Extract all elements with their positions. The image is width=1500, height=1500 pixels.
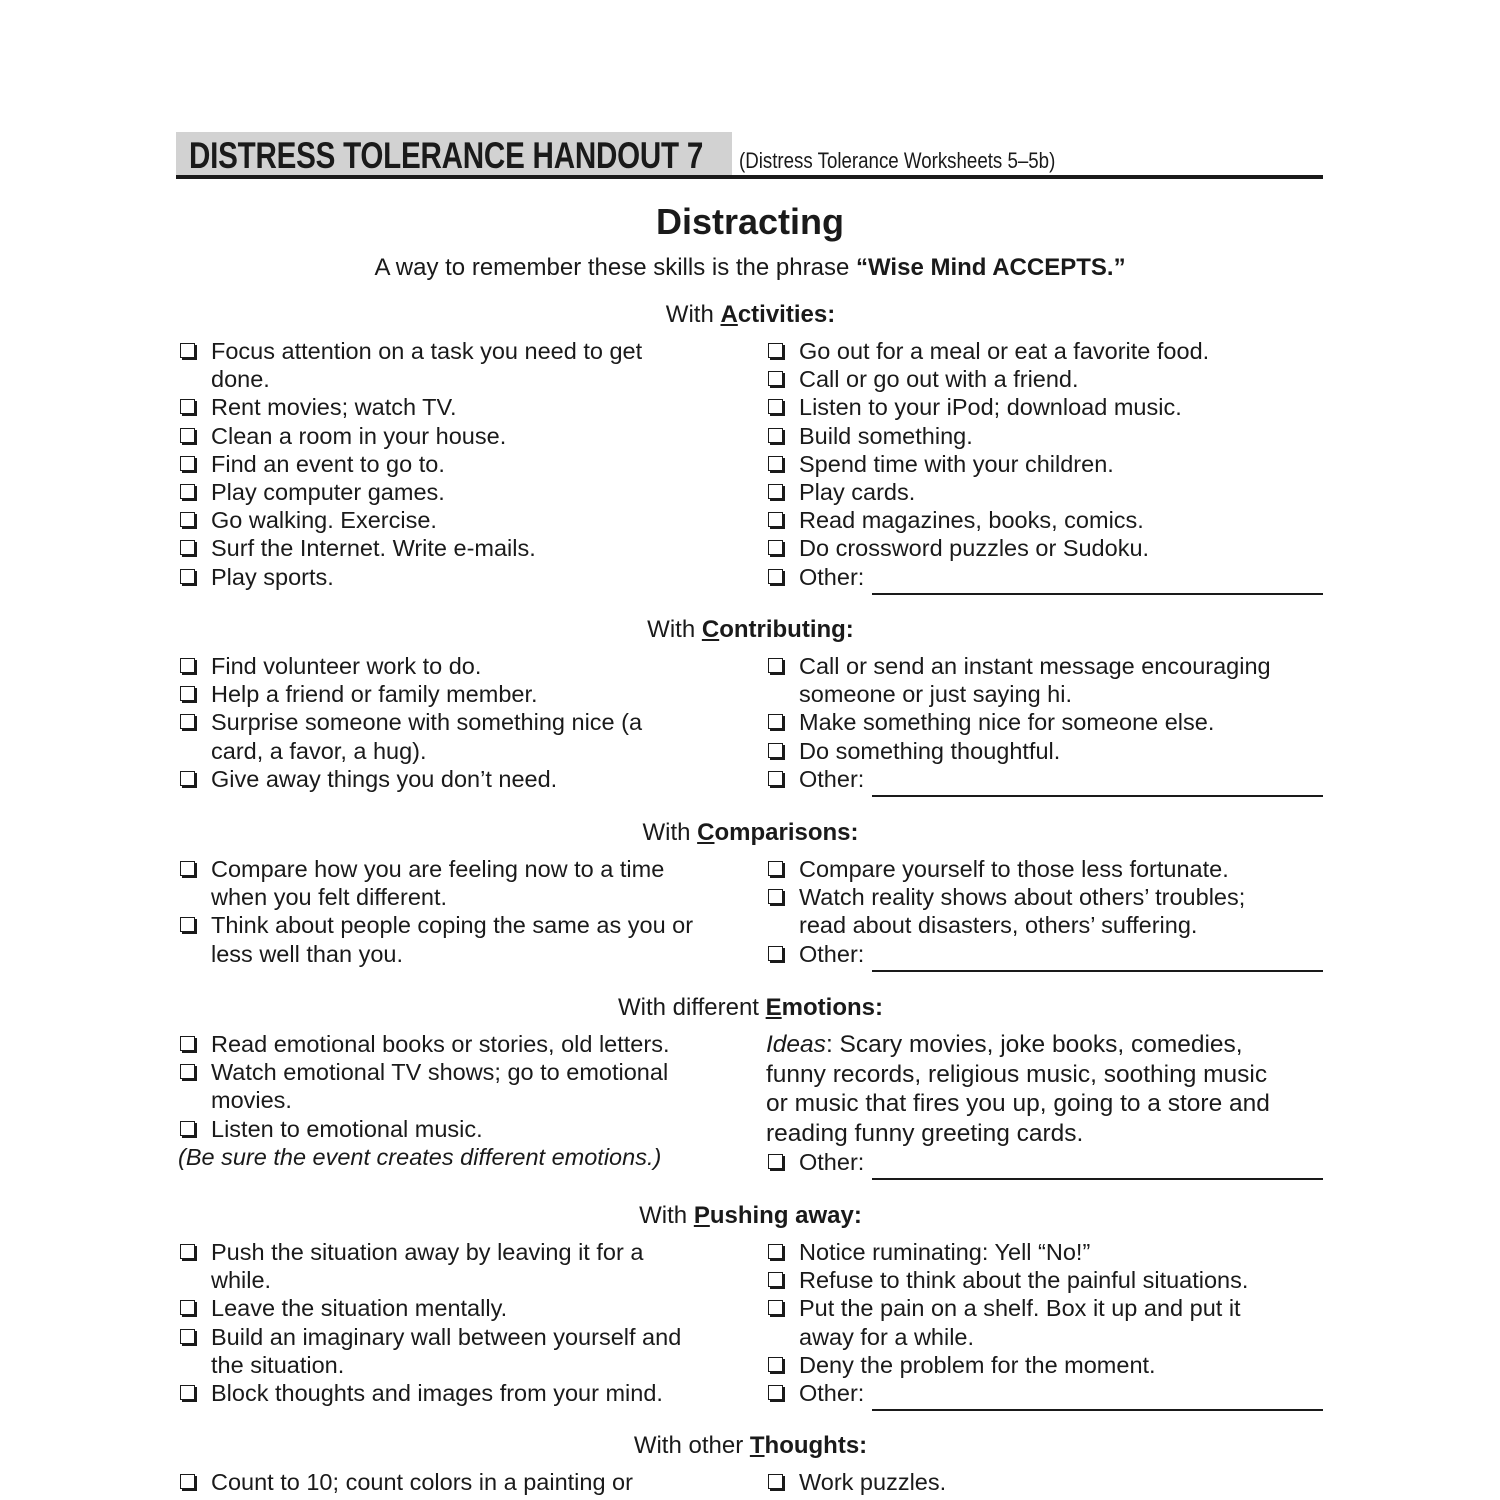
- item-text: Deny the problem for the moment.: [799, 1351, 1156, 1378]
- checklist-item[interactable]: [178, 422, 748, 450]
- other-label: Other:: [799, 940, 865, 967]
- checkbox-icon[interactable]: [768, 771, 783, 786]
- item-text: Play cards.: [799, 479, 916, 506]
- heading-key-letter: T: [749, 1432, 765, 1459]
- checklist-item[interactable]: [766, 506, 1323, 534]
- checklist-item[interactable]: [178, 1468, 748, 1496]
- subtitle: [0, 254, 1500, 282]
- right-column: [766, 652, 1323, 793]
- checkbox-icon[interactable]: [180, 1385, 195, 1400]
- item-text: Refuse to think about the painful situations.: [799, 1267, 1249, 1294]
- item-text: Think about people coping the same as you or less well than you.: [211, 912, 694, 967]
- checklist-item[interactable]: [766, 422, 1323, 450]
- checklist-item[interactable]: [178, 1238, 748, 1294]
- checkbox-icon[interactable]: [768, 456, 783, 471]
- heading-rest: ctivities:: [737, 301, 836, 328]
- item-text: Watch reality shows about others’ troubles; read about disasters, others’ suffering.: [799, 884, 1246, 939]
- section-heading: [178, 819, 1323, 847]
- left-column: [178, 855, 748, 968]
- item-text: Work puzzles.: [799, 1469, 947, 1495]
- other-field[interactable]: [766, 765, 1323, 793]
- item-text: Spend time with your children.: [799, 450, 1114, 477]
- heading-prefix: With: [639, 1202, 694, 1229]
- checkbox-icon[interactable]: [768, 540, 783, 555]
- checklist-item[interactable]: [766, 365, 1323, 393]
- checklist-item[interactable]: [766, 1468, 1323, 1496]
- handout-title: DISTRESS TOLERANCE HANDOUT 7: [189, 135, 704, 176]
- checkbox-icon[interactable]: [768, 343, 783, 358]
- heading-key-letter: A: [720, 301, 738, 328]
- checkbox-icon[interactable]: [768, 371, 783, 386]
- ideas-label: Ideas: [766, 1031, 826, 1058]
- other-field[interactable]: [766, 563, 1323, 591]
- item-text: Watch emotional TV shows; go to emotional movies.: [211, 1059, 669, 1114]
- checklist-item[interactable]: [766, 883, 1323, 939]
- item-text: Call or send an instant message encouraging someone or just saying hi.: [799, 653, 1271, 708]
- item-text: Leave the situation mentally.: [211, 1295, 508, 1322]
- checkbox-icon[interactable]: [180, 917, 195, 932]
- checklist-item[interactable]: [766, 1294, 1323, 1350]
- checkbox-icon[interactable]: [768, 399, 783, 414]
- checklist-item[interactable]: [178, 563, 748, 591]
- checkbox-icon[interactable]: [768, 946, 783, 961]
- other-field[interactable]: [766, 940, 1323, 968]
- other-write-in-line[interactable]: [872, 950, 1323, 972]
- checkbox-icon[interactable]: [768, 569, 783, 584]
- heading-prefix: With other: [633, 1432, 750, 1459]
- checkbox-icon[interactable]: [180, 399, 195, 414]
- right-column: [766, 1238, 1323, 1407]
- checklist-item[interactable]: [178, 652, 748, 680]
- right-column: [766, 337, 1323, 591]
- item-text: Block thoughts and images from your mind.: [211, 1380, 663, 1407]
- checkbox-icon[interactable]: [180, 484, 195, 499]
- other-field[interactable]: [766, 1379, 1323, 1407]
- item-text: Find volunteer work to do.: [211, 653, 482, 679]
- checkbox-icon[interactable]: [180, 1474, 195, 1489]
- right-column: [766, 855, 1323, 968]
- subtitle-phrase: “Wise Mind ACCEPTS.”: [855, 254, 1126, 281]
- checkbox-icon[interactable]: [768, 1474, 783, 1489]
- checklist-item[interactable]: [766, 393, 1323, 421]
- checklist-item[interactable]: [178, 1115, 748, 1143]
- checkbox-icon[interactable]: [180, 428, 195, 443]
- item-text: Focus attention on a task you need to get done.: [211, 338, 643, 393]
- left-column: [178, 1030, 748, 1171]
- checkbox-icon[interactable]: [180, 1244, 195, 1259]
- checkbox-icon[interactable]: [768, 512, 783, 527]
- checkbox-icon[interactable]: [768, 1300, 783, 1315]
- subtitle-text: A way to remember these skills is the phrase: [374, 254, 856, 281]
- item-text: Surf the Internet. Write e-mails.: [211, 535, 536, 562]
- checkbox-icon[interactable]: [768, 1385, 783, 1400]
- item-text: Build an imaginary wall between yourself and the situation.: [211, 1323, 682, 1378]
- item-text: Clean a room in your house.: [211, 422, 507, 449]
- right-column: [766, 1468, 1323, 1496]
- checkbox-icon[interactable]: [180, 771, 195, 786]
- item-text: Put the pain on a shelf. Box it up and put it away for a while.: [799, 1295, 1241, 1350]
- heading-rest: omparisons:: [714, 819, 859, 846]
- item-text: Do crossword puzzles or Sudoku.: [799, 535, 1150, 562]
- checkbox-icon[interactable]: [768, 1357, 783, 1372]
- checklist-item[interactable]: [766, 737, 1323, 765]
- other-write-in-line[interactable]: [872, 1158, 1323, 1180]
- heading-prefix: With: [647, 616, 702, 643]
- section-emotions: [178, 994, 1323, 1175]
- checklist-item[interactable]: [766, 708, 1323, 736]
- checkbox-icon[interactable]: [768, 889, 783, 904]
- section-activities: [178, 301, 1323, 590]
- checkbox-icon[interactable]: [768, 428, 783, 443]
- heading-key-letter: C: [701, 616, 720, 643]
- checkbox-icon[interactable]: [768, 714, 783, 729]
- checklist-item[interactable]: [766, 1266, 1323, 1294]
- section-heading: [178, 994, 1323, 1022]
- page-title: Distracting: [655, 201, 845, 242]
- checklist-item[interactable]: [766, 855, 1323, 883]
- checklist-item[interactable]: [766, 450, 1323, 478]
- section-pushingaway: [178, 1202, 1323, 1407]
- checkbox-icon[interactable]: [768, 743, 783, 758]
- checklist-item[interactable]: [178, 708, 748, 764]
- checklist-item[interactable]: [766, 337, 1323, 365]
- other-write-in-line[interactable]: [872, 573, 1323, 595]
- checkbox-icon[interactable]: [180, 1064, 195, 1079]
- checklist-item[interactable]: [178, 450, 748, 478]
- item-text: Compare yourself to those less fortunate.: [799, 856, 1229, 882]
- heading-key-letter: C: [697, 819, 715, 846]
- section-heading: [178, 301, 1323, 329]
- checklist-item[interactable]: [178, 337, 748, 393]
- checkbox-icon[interactable]: [180, 658, 195, 673]
- section-thoughts: [178, 1432, 1323, 1495]
- item-text: Go out for a meal or eat a favorite food.: [799, 338, 1210, 364]
- checklist-item[interactable]: [766, 652, 1323, 708]
- left-column: [178, 652, 748, 793]
- checklist-item[interactable]: [178, 1323, 748, 1379]
- checklist-item[interactable]: [178, 506, 748, 534]
- checkbox-icon[interactable]: [180, 512, 195, 527]
- other-label: Other:: [799, 563, 865, 590]
- checkbox-icon[interactable]: [768, 861, 783, 876]
- item-text: Make something nice for someone else.: [799, 709, 1215, 736]
- heading-prefix: With different: [618, 994, 766, 1021]
- checkbox-icon[interactable]: [180, 540, 195, 555]
- heading-rest: ontributing:: [719, 616, 854, 643]
- item-text: Compare how you are feeling now to a time when you felt different.: [211, 856, 665, 911]
- item-text: Help a friend or family member.: [211, 681, 538, 708]
- section-heading: [178, 1432, 1323, 1460]
- left-column: [178, 1238, 748, 1407]
- checklist-item[interactable]: [178, 1379, 748, 1407]
- checkbox-icon[interactable]: [180, 343, 195, 358]
- checkbox-icon[interactable]: [180, 861, 195, 876]
- checklist-item[interactable]: [178, 1294, 748, 1322]
- worksheet-reference: (Distress Tolerance Worksheets 5–5b): [739, 148, 1056, 173]
- checklist-item[interactable]: [766, 534, 1323, 562]
- checkbox-icon[interactable]: [180, 1329, 195, 1344]
- checkbox-icon[interactable]: [768, 1154, 783, 1169]
- item-text: Do something thoughtful.: [799, 737, 1061, 764]
- checklist-item[interactable]: [178, 534, 748, 562]
- checklist-item[interactable]: [178, 1058, 748, 1114]
- item-text: Rent movies; watch TV.: [211, 394, 457, 421]
- section-heading: [178, 1202, 1323, 1230]
- item-text: Listen to emotional music.: [211, 1115, 483, 1142]
- checklist-item[interactable]: [178, 1030, 748, 1058]
- heading-prefix: With: [665, 301, 721, 328]
- checklist-item[interactable]: [766, 1238, 1323, 1266]
- checklist-item[interactable]: [178, 680, 748, 708]
- item-text: Push the situation away by leaving it for a while.: [211, 1239, 644, 1294]
- checkbox-icon[interactable]: [180, 1121, 195, 1136]
- heading-key-letter: E: [765, 994, 782, 1021]
- other-write-in-line[interactable]: [872, 1389, 1323, 1411]
- heading-rest: motions:: [781, 994, 883, 1021]
- section-contributing: [178, 616, 1323, 792]
- item-text: Read emotional books or stories, old letters.: [211, 1031, 670, 1057]
- left-column: [178, 1468, 748, 1496]
- item-text: Count to 10; count colors in a painting or: [211, 1469, 633, 1495]
- checklist-item[interactable]: [178, 393, 748, 421]
- checkbox-icon[interactable]: [180, 569, 195, 584]
- checklist-item[interactable]: [178, 855, 748, 911]
- ideas-text: : Scary movies, joke books, comedies, funny records, religious music, soothing music or music that fires you up, going to a store and reading funny greeting cards.: [766, 1031, 1270, 1147]
- checkbox-icon[interactable]: [180, 1036, 195, 1051]
- checklist-item[interactable]: [178, 765, 748, 793]
- section-heading: [178, 616, 1323, 644]
- heading-rest: houghts:: [764, 1432, 868, 1459]
- item-text: Go walking. Exercise.: [211, 507, 437, 534]
- ideas-paragraph: [766, 1030, 1323, 1148]
- checklist-item[interactable]: [178, 911, 748, 967]
- other-write-in-line[interactable]: [872, 775, 1323, 797]
- item-text: Listen to your iPod; download music.: [799, 394, 1182, 421]
- note: (Be sure the event creates different emotions.): [178, 1143, 662, 1170]
- checkbox-icon[interactable]: [180, 1300, 195, 1315]
- right-column: [766, 1030, 1323, 1176]
- heading-rest: ushing away:: [709, 1202, 862, 1229]
- item-text: Surprise someone with something nice (a card, a favor, a hug).: [211, 709, 643, 764]
- item-text: Play sports.: [211, 563, 334, 590]
- other-label: Other:: [799, 1380, 865, 1407]
- checkbox-icon[interactable]: [180, 456, 195, 471]
- other-label: Other:: [799, 765, 865, 792]
- left-column: [178, 337, 748, 591]
- checklist-item[interactable]: [766, 478, 1323, 506]
- item-text: Notice ruminating: Yell “No!”: [799, 1239, 1091, 1265]
- heading-key-letter: P: [693, 1202, 710, 1229]
- other-field[interactable]: [766, 1148, 1323, 1176]
- checkbox-icon[interactable]: [768, 484, 783, 499]
- item-text: Build something.: [799, 422, 973, 449]
- item-text: Give away things you don’t need.: [211, 765, 558, 792]
- checklist-item[interactable]: [766, 1351, 1323, 1379]
- other-label: Other:: [799, 1149, 865, 1175]
- checkbox-icon[interactable]: [180, 686, 195, 701]
- item-text: Read magazines, books, comics.: [799, 507, 1144, 534]
- item-text: Call or go out with a friend.: [799, 366, 1079, 393]
- checklist-item[interactable]: [178, 478, 748, 506]
- item-text: Find an event to go to.: [211, 450, 445, 477]
- heading-prefix: With: [642, 819, 698, 846]
- section-comparisons: [178, 819, 1323, 967]
- checkbox-icon[interactable]: [768, 1244, 783, 1259]
- checkbox-icon[interactable]: [768, 658, 783, 673]
- checkbox-icon[interactable]: [180, 714, 195, 729]
- item-text: Play computer games.: [211, 479, 445, 506]
- checkbox-icon[interactable]: [768, 1272, 783, 1287]
